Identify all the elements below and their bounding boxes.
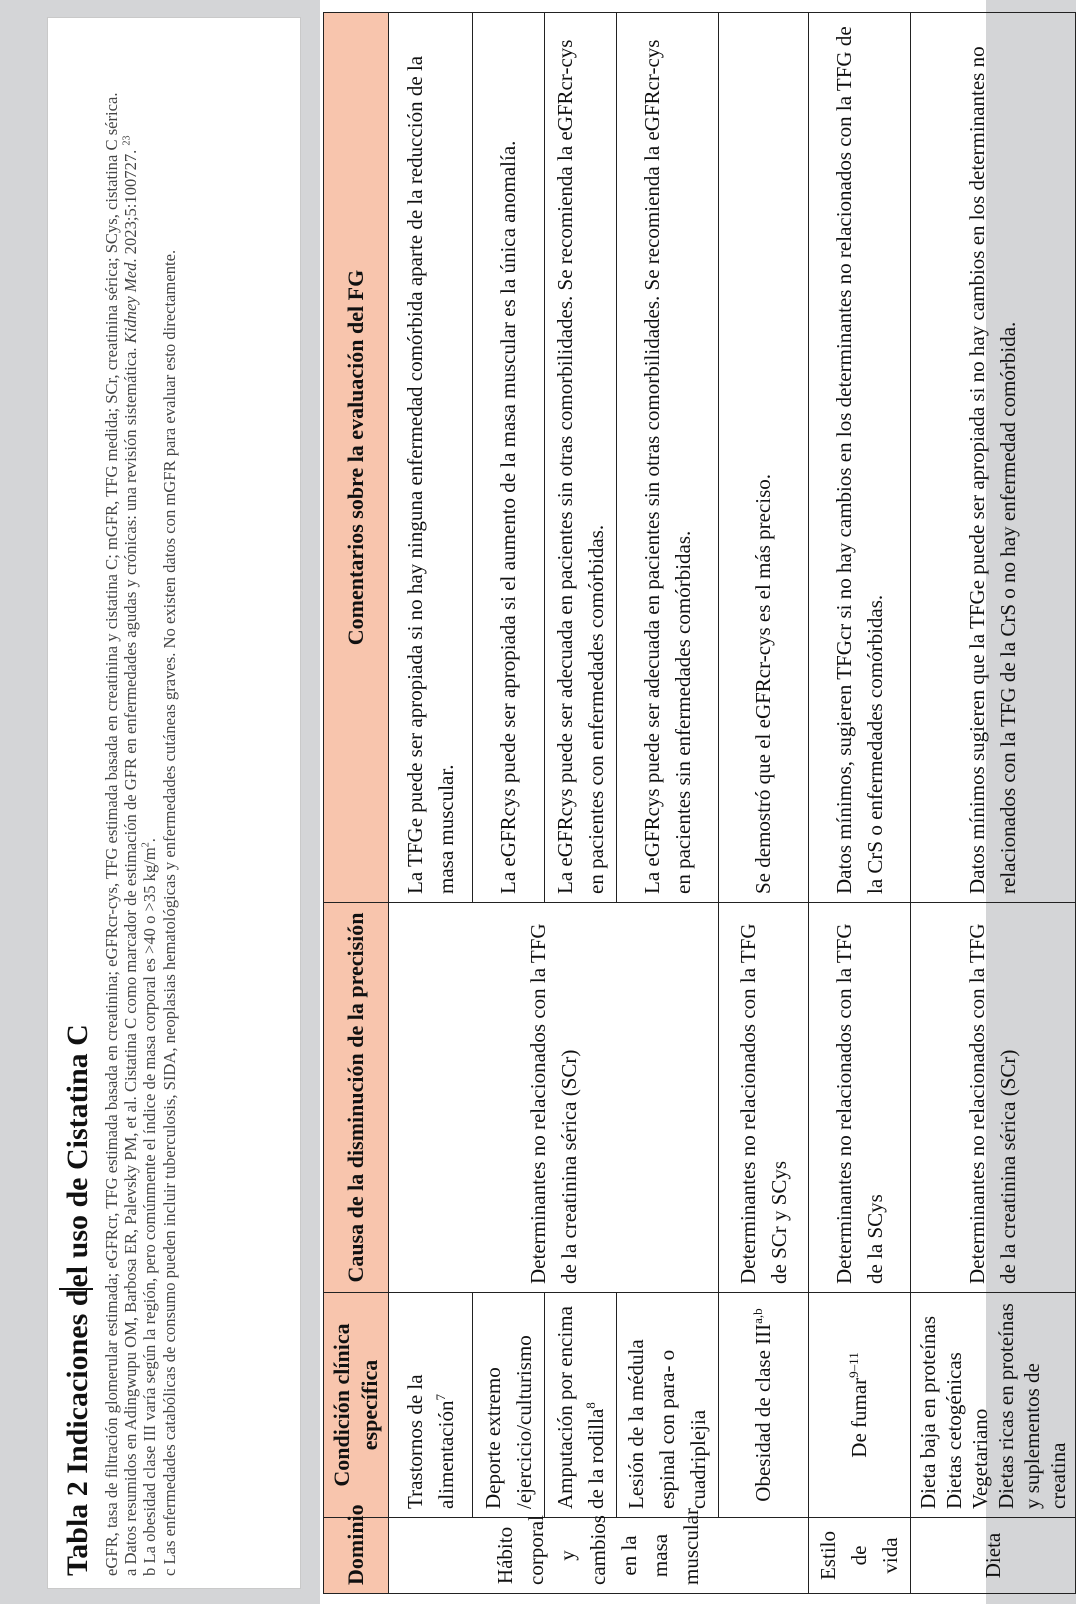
header-dominio: Dominio — [324, 1518, 389, 1594]
table-rotated — [320, 0, 1070, 1598]
condition-cell: Trastornos de la alimentación$^7$ — [389, 1293, 473, 1518]
notes-content — [48, 20, 302, 1588]
table-row — [809, 13, 911, 1594]
table-row — [911, 13, 1076, 1594]
journal-name: Kidney Med — [121, 262, 141, 344]
comment-cell: La eGFRcys puede ser adecuada en pacientes sin otras comorbilidades. Se recomienda la eGFRcr-cys en pacientes con enfermedades comórbidas. — [545, 13, 617, 903]
condition-cell: Deporte extremo /ejercicio/culturismo — [473, 1293, 545, 1518]
title-part-2: el uso de Cistatina C — [61, 1024, 94, 1288]
cause-cell: Determinantes no relacionados con la TFG de la creatinina sérica (SCr) — [389, 903, 719, 1293]
table-row — [473, 13, 545, 1594]
table-row — [617, 13, 719, 1594]
domain-cell: Dieta — [911, 1518, 1076, 1594]
condition-cell: Amputación por encima de la rodilla$^8$ — [545, 1293, 617, 1518]
note-abbreviations: eGFR, tasa de filtración glomerular estimada; eGFRcr, TFG estimada basada en creatinina; eGFRcr-cys, TFG estimada basada en creatinina y cistatina C; mGFR, TFG medida; SCr, creatinina sérica; SCys, cistatina C sérica. — [102, 92, 121, 1576]
cause-cell: Determinantes no relacionados con la TFG de SCr y SCys — [719, 903, 809, 1293]
header-comentarios: Comentarios sobre la evaluación del FG — [324, 13, 389, 903]
comment-cell: La eGFRcys puede ser apropiada si el aumento de la masa muscular es la única anomalía. — [473, 13, 545, 903]
table-panel — [320, 0, 1070, 1604]
comment-cell: Se demostró que el eGFRcr-cys es el más preciso. — [719, 13, 809, 903]
cause-cell: Determinantes no relacionados con la TFG de la SCys — [809, 903, 911, 1293]
comment-cell: Datos mínimos, sugieren TFGcr si no hay cambios en los determinantes no relacionados con la TFG de la CrS o enfermedades comórbidas. — [809, 13, 911, 903]
condition-cell — [911, 1293, 1076, 1518]
table-row — [389, 13, 473, 1594]
comment-cell: La TFGe puede ser apropiada si no hay ninguna enfermedad comórbida aparte de la reducción de la masa muscular. — [389, 13, 473, 903]
header-condicion: Condición clínica específica — [324, 1293, 389, 1518]
indications-table — [323, 12, 1076, 1594]
table-header-row — [324, 13, 389, 1594]
domain-cell: Hábito corporal y cambios en la masa muscular — [389, 1518, 809, 1594]
note-b: b La obesidad clase III varía según la región, pero comúnmente el índice de masa corporal es >40 o >35 $kg/m^2$. — [140, 838, 160, 1576]
diet-item: Dietas cetogénicas — [942, 1352, 966, 1509]
comment-cell: La eGFRcys puede ser adecuada en pacientes sin otras comorbilidades. Se recomienda la eGFRcr-cys en pacientes sin enfermedades comórbidas. — [617, 13, 719, 903]
diet-item: Dietas ricas en proteínas y suplementos de creatina — [994, 1303, 1070, 1509]
table-row — [545, 13, 617, 1594]
condition-cell: Lesión de la médula espinal con para- o cuadriplejia — [617, 1293, 719, 1518]
note-a: a Datos resumidos en Adingwupu OM, Barbosa ER, Palevsky PM, et al. Cistatina C como marcador de estimación de GFR en enfermedades agudas y crónicas: una revisión sistemática. Kidney Med. 2023;5:100727. $^{23}$ — [121, 135, 141, 1576]
condition-cell: De fumar$^{9-11}$ — [809, 1293, 911, 1518]
condition-cell: Obesidad de clase III$^{a,b}$ — [719, 1293, 809, 1518]
cause-cell: Determinantes no relacionados con la TFG de la creatinina sérica (SCr) — [911, 903, 1076, 1293]
title-part-1: Tabla 2 Indicaciones d — [61, 1289, 94, 1576]
notes-panel — [47, 17, 301, 1589]
header-causa: Causa de la disminución de la precisión — [324, 903, 389, 1293]
table-row — [719, 13, 809, 1594]
diet-item: Dieta baja en proteínas — [916, 1316, 940, 1509]
comment-cell: Datos mínimos sugieren que la TFGe puede ser apropiada si no hay cambios en los determinantes no relacionados con la TFG de la CrS o no hay enfermedad comórbida. — [911, 13, 1076, 903]
diet-item: Vegetariano — [968, 1408, 992, 1509]
domain-cell: Estilo de vida — [809, 1518, 911, 1594]
table-title — [58, 30, 98, 1576]
note-c: c Las enfermedades catabólicas de consumo pueden incluir tuberculosis, SIDA, neoplasias hematológicas y enfermedades cutáneas graves. No existen datos con mGFR para evaluar esto directamente. — [159, 249, 179, 1576]
